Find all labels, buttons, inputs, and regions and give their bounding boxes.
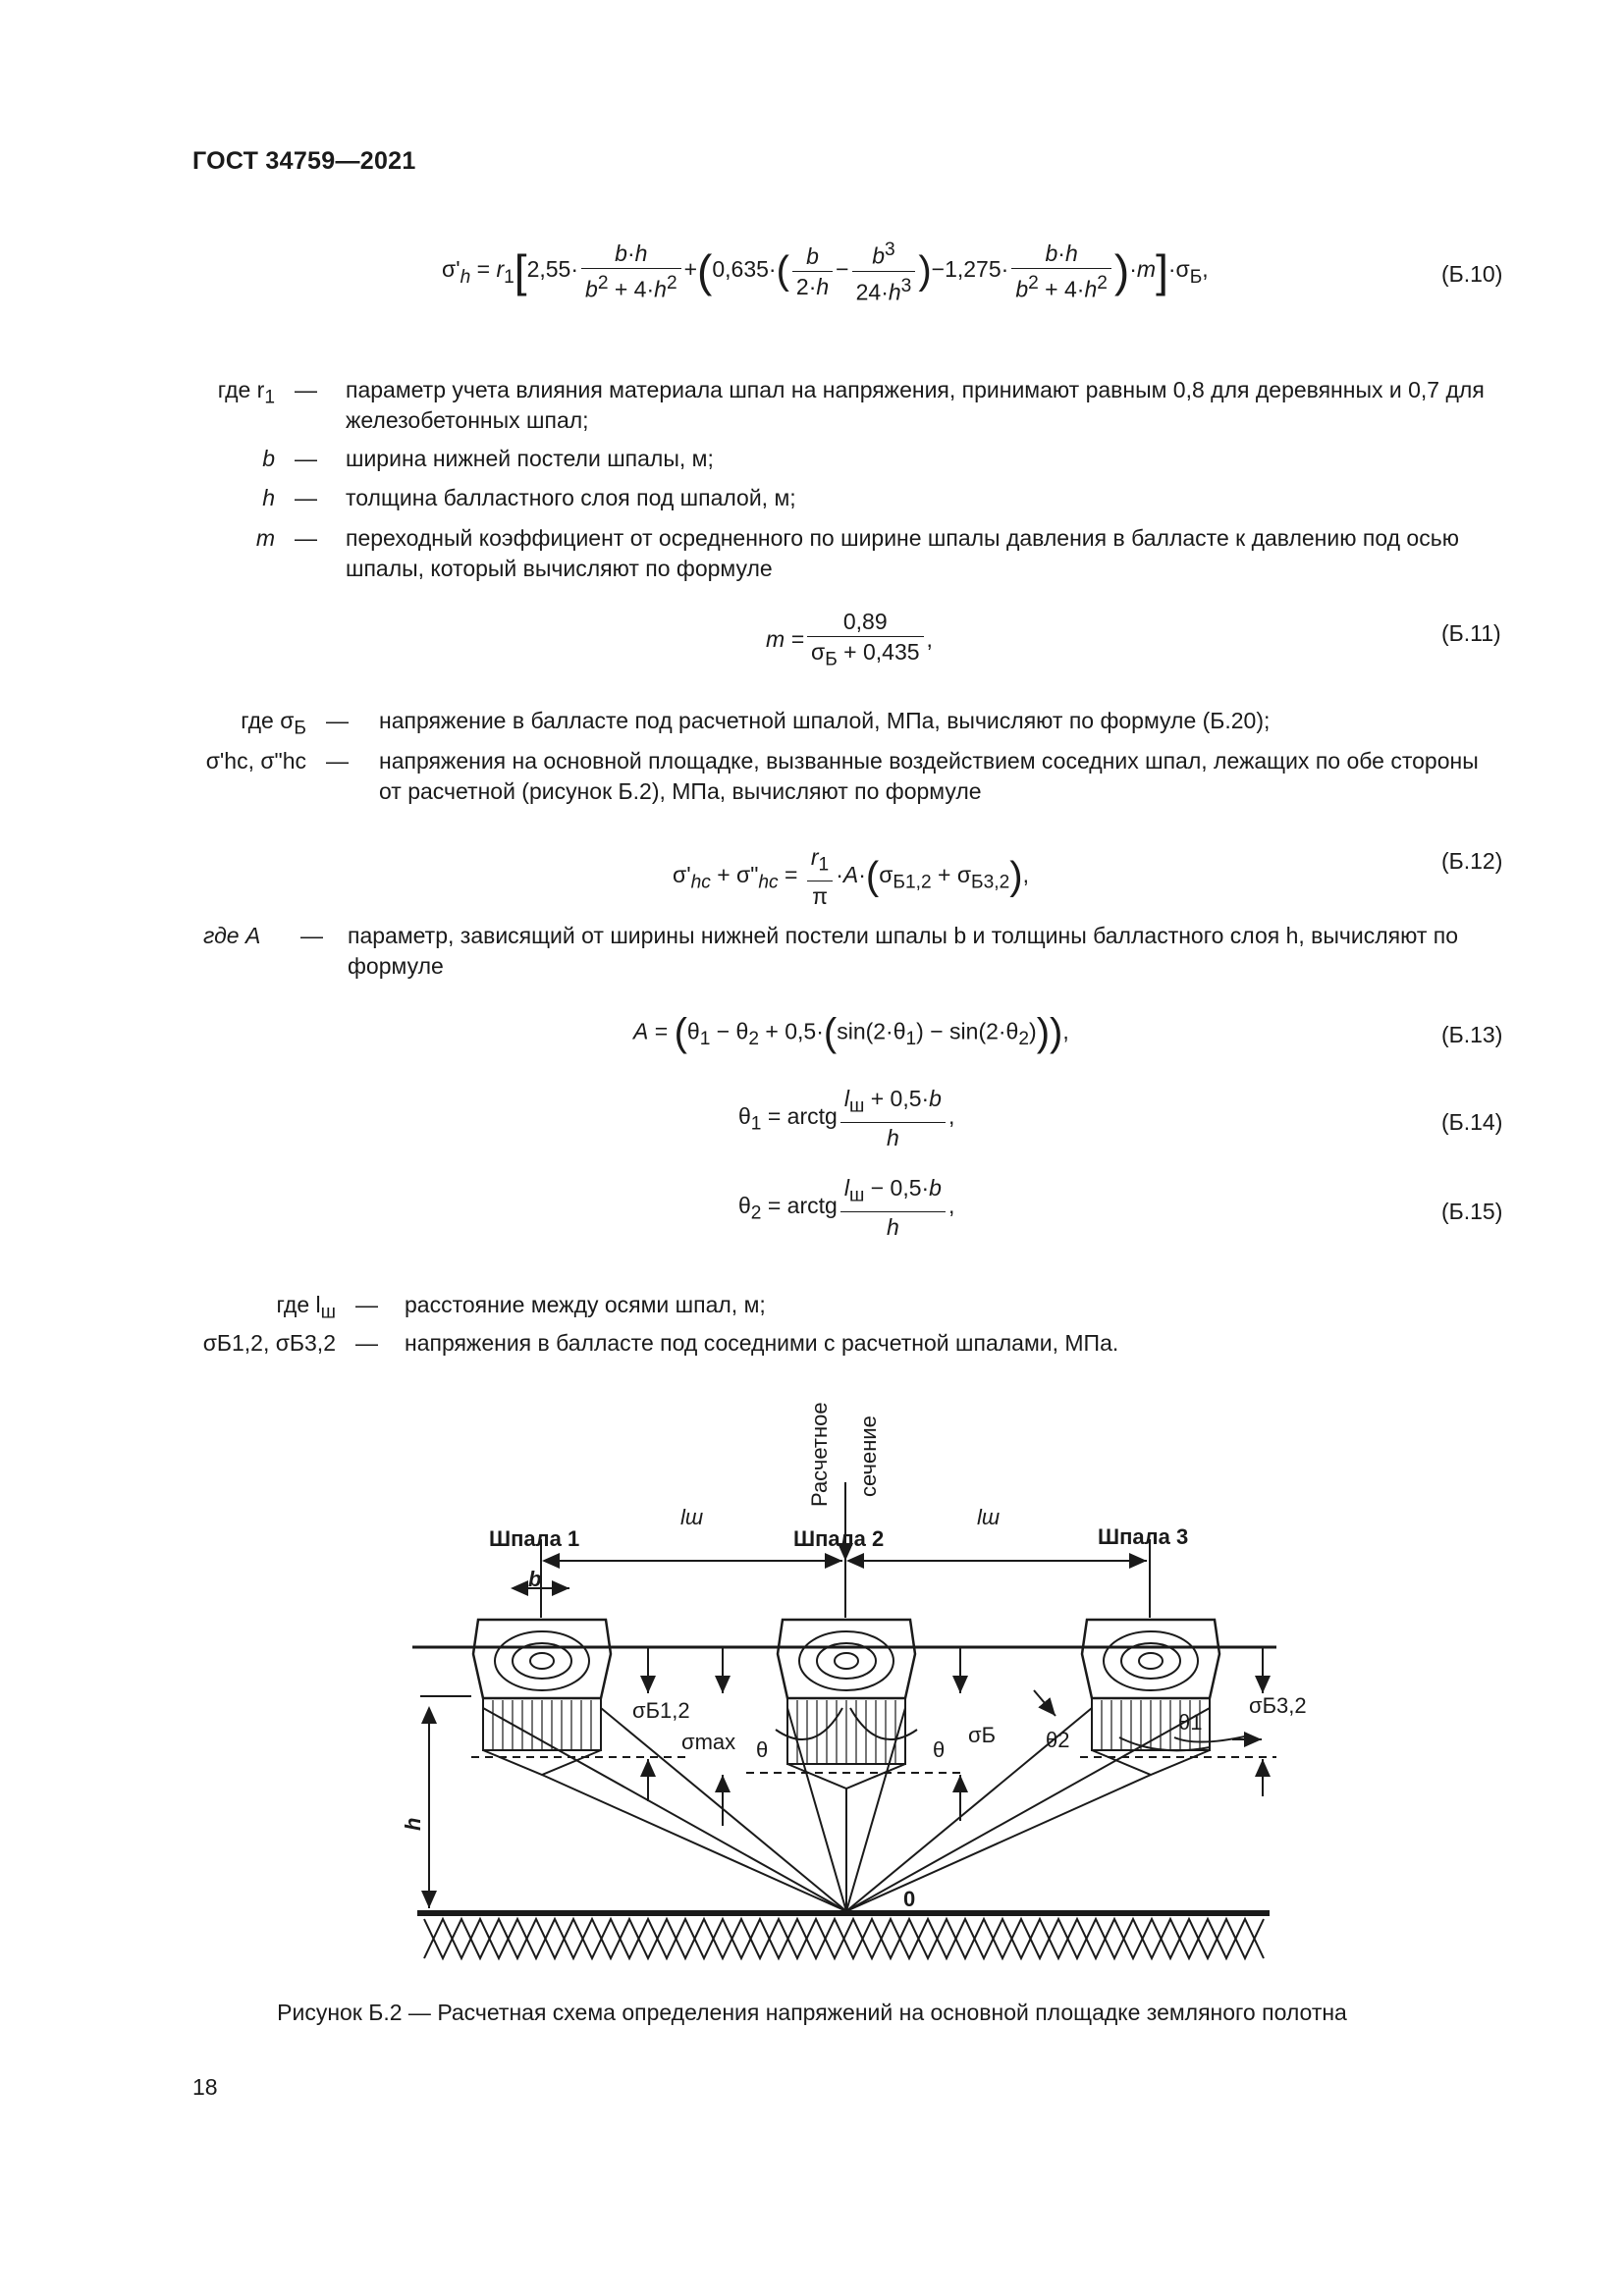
def-dash: — (300, 923, 323, 948)
equation-number-b11: (Б.11) (1441, 620, 1501, 646)
fig-label-theta-left: θ (756, 1737, 769, 1762)
def-symbol-a: где A (203, 923, 261, 948)
def-symbol-sigma-neighbors: σБ1,2, σБ3,2 (202, 1330, 336, 1356)
def-symbol-sigma-b: где $\sigma_Б$ (241, 708, 306, 739)
def-text-sigma-hc: напряжения на основной площадке, вызванные воздействием соседних шпал, лежащих по обе стороны от расчетной (рисунок Б.2), МПа, вычисляют по формуле (379, 748, 1479, 804)
fig-label-sigma-b32: σБ3,2 (1249, 1693, 1307, 1718)
fig-label-section-2: сечение (856, 1415, 881, 1497)
def-dash: — (295, 525, 317, 551)
fig-label-b: b (528, 1567, 542, 1591)
def-text-l: расстояние между осями шпал, м; (405, 1292, 766, 1317)
fig-label-theta2: θ2 (1046, 1728, 1070, 1752)
fig-label-section-1: Расчетное (807, 1402, 832, 1507)
fig-label-l-right: lш (977, 1505, 1001, 1529)
def-text-r1: параметр учета влияния материала шпал на напряжения, принимают равным 0,8 для деревянных и 0,7 для железобетонных шпал; (346, 377, 1485, 433)
def-dash: — (326, 708, 349, 733)
def-dash: — (326, 748, 349, 774)
formula-b10: $\sigma'_h = r_1[2,55\cdot$ $\frac{b\cdot h}{b^2 + 4\cdot h^2}$ +(0,635·( $\frac{b}{2\cdot h}$ − $\frac{b^3}{24\cdot h^3}$ )−1,275· $\frac{b\cdot h}{b^2 + 4\cdot h^2}$ )$\cdot m]\cdot\sigma_Б$, (442, 236, 1209, 306)
formula-b11: m = $\frac{0,89}{\sigma_Б + 0,435}$ , (766, 609, 933, 670)
equation-number-b15: (Б.15) (1441, 1199, 1503, 1224)
def-text-sigma-b: напряжение в балласте под расчетной шпалой, МПа, вычисляют по формуле (Б.20); (379, 708, 1271, 733)
def-symbol-b: b (262, 446, 275, 471)
fig-label-sleeper-2: Шпала 2 (793, 1526, 885, 1551)
def-text-h: толщина балластного слоя под шпалой, м; (346, 485, 796, 510)
equation-number-b10: (Б.10) (1441, 261, 1503, 287)
figure-caption: Рисунок Б.2 — Расчетная схема определения напряжений на основной площадке земляного полотна (277, 2000, 1347, 2025)
equation-number-b14: (Б.14) (1441, 1109, 1503, 1135)
formula-b13: $A = (\theta_1 - \theta_2 + 0,5\cdot(\sin(2\cdot\theta_1) - \sin(2\cdot\theta_2)))$, (633, 1011, 1069, 1054)
formula-b12: $\sigma'_{hc}$ + $\sigma"_{hc}$ = $\frac{r_1}{\pi}$ $\cdot A\cdot(\sigma_{Б1,2} + \sigma_{Б3,2})$, (673, 844, 1029, 909)
def-text-m: переходный коэффициент от осредненного по ширине шпалы давления в балласте к давлению под осью шпалы, который вычисляют по формуле (346, 525, 1459, 581)
def-symbol-m: m (255, 525, 275, 551)
fig-label-sigma-max: σmax (681, 1730, 736, 1754)
def-symbol-r1: где $r_1$ (217, 377, 275, 408)
formula-b15: $\theta_2$ = arctg $\frac{l_ш - 0,5\cdot b}{h}$ , (738, 1175, 955, 1240)
equation-number-b12: (Б.12) (1441, 848, 1503, 874)
fig-label-theta1: θ1 (1178, 1710, 1203, 1735)
fig-label-h: h (401, 1817, 425, 1831)
fig-label-sigma-b12: σБ1,2 (632, 1698, 690, 1723)
formula-b14: $\theta_1$ = arctg $\frac{l_ш + 0,5\cdot b}{h}$ , (738, 1086, 955, 1150)
def-dash: — (355, 1292, 378, 1317)
def-dash: — (295, 377, 317, 402)
fig-label-l-left: lш (680, 1505, 704, 1529)
equation-number-b13: (Б.13) (1441, 1022, 1503, 1047)
def-dash: — (355, 1330, 378, 1356)
fig-label-sleeper-3: Шпала 3 (1098, 1524, 1189, 1549)
def-text-b: ширина нижней постели шпалы, м; (346, 446, 714, 471)
page-number: 18 (192, 2074, 218, 2100)
def-symbol-l: где $l_ш$ (276, 1292, 336, 1323)
def-text-sigma-neighbors: напряжения в балласте под соседними с расчетной шпалами, МПа. (405, 1330, 1119, 1356)
fig-label-sleeper-1: Шпала 1 (489, 1526, 580, 1551)
def-symbol-h: h (262, 485, 275, 510)
def-dash: — (295, 485, 317, 510)
fig-label-sigma-b: σБ (968, 1723, 997, 1747)
def-dash: — (295, 446, 317, 471)
fig-label-origin: 0 (903, 1887, 916, 1911)
def-symbol-sigma-hc: σ'hc, σ"hc (205, 748, 306, 774)
def-text-a: параметр, зависящий от ширины нижней постели шпалы b и толщины балластного слоя h, вычисляют по формуле (348, 923, 1459, 979)
document-header: ГОСТ 34759—2021 (192, 147, 416, 175)
fig-label-theta-right: θ (933, 1737, 946, 1762)
